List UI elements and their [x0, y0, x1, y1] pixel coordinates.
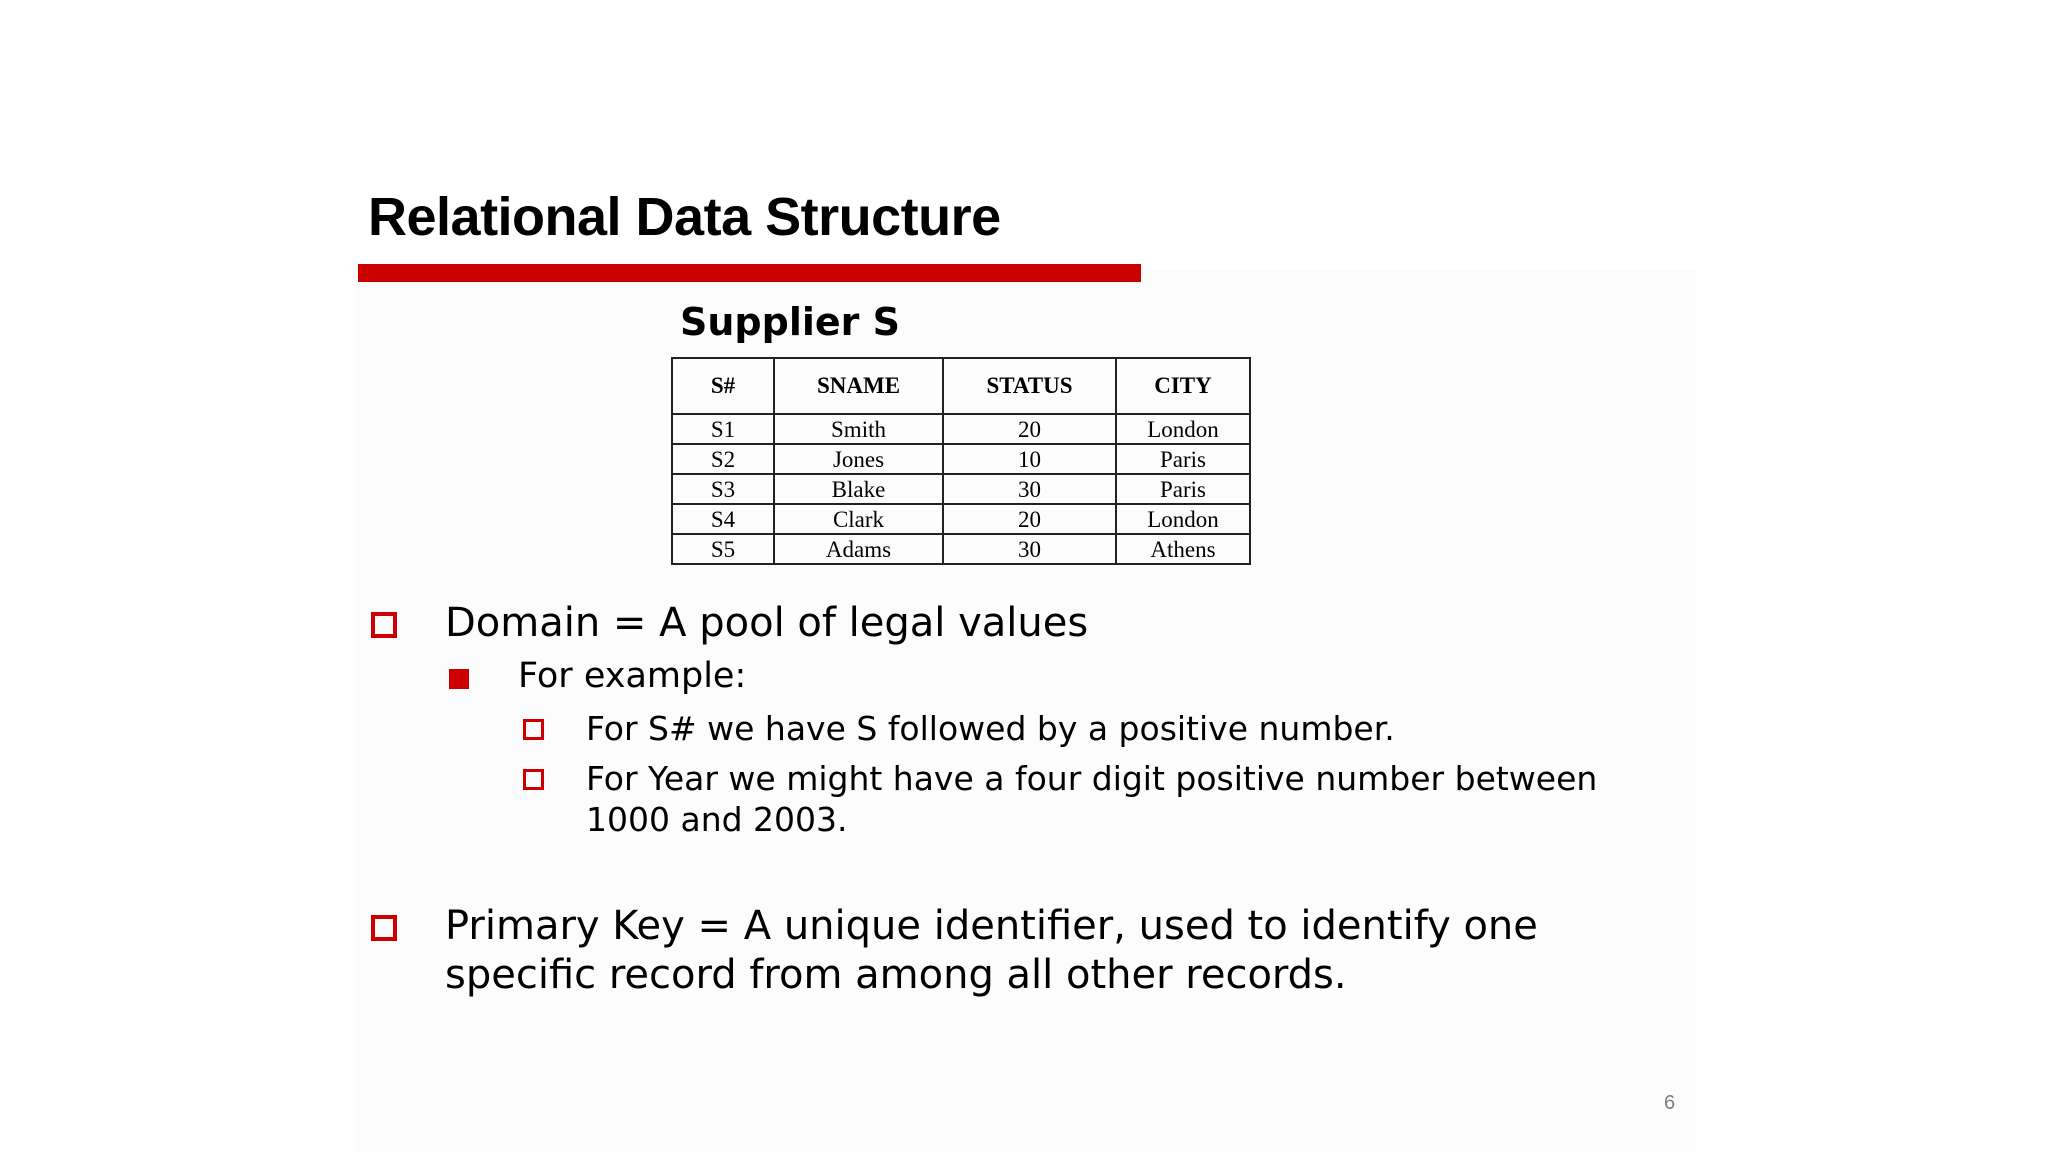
table-cell: Adams	[774, 534, 943, 564]
table-cell: S4	[672, 504, 774, 534]
column-header: CITY	[1116, 358, 1250, 414]
table-row	[672, 474, 1250, 504]
table-header-row	[672, 358, 1250, 414]
bullet-primary-key: Primary Key = A unique identifier, used to identify one	[445, 903, 1538, 949]
slide-title: Relational Data Structure	[368, 187, 1001, 247]
column-header: S#	[672, 358, 774, 414]
bullet-primary-key-continued: specific record from among all other records.	[445, 952, 1347, 998]
supplier-table	[671, 357, 1251, 565]
table-cell: 20	[943, 504, 1116, 534]
hollow-square-bullet-icon	[523, 719, 544, 740]
table-cell: London	[1116, 414, 1250, 444]
table-cell: Jones	[774, 444, 943, 474]
table-cell: London	[1116, 504, 1250, 534]
title-underline	[358, 264, 1141, 282]
bullet-domain: Domain = A pool of legal values	[445, 600, 1089, 646]
hollow-square-bullet-icon	[523, 769, 544, 790]
hollow-square-bullet-icon	[371, 612, 397, 638]
table-row	[672, 534, 1250, 564]
table-cell: S2	[672, 444, 774, 474]
page-number: 6	[1664, 1092, 1676, 1114]
bullet-year-example-continued: 1000 and 2003.	[586, 800, 848, 839]
column-header: SNAME	[774, 358, 943, 414]
bullet-for-example: For example:	[518, 656, 747, 696]
table-cell: 30	[943, 474, 1116, 504]
table-cell: Blake	[774, 474, 943, 504]
table-row	[672, 444, 1250, 474]
table-cell: Paris	[1116, 474, 1250, 504]
table-row	[672, 414, 1250, 444]
table-cell: S3	[672, 474, 774, 504]
filled-square-bullet-icon	[449, 669, 469, 689]
table-cell: Smith	[774, 414, 943, 444]
table-cell: 30	[943, 534, 1116, 564]
bullet-s-number-example: For S# we have S followed by a positive number.	[586, 709, 1395, 748]
table-cell: S1	[672, 414, 774, 444]
table-caption: Supplier S	[680, 300, 900, 344]
hollow-square-bullet-icon	[371, 915, 397, 941]
table-cell: Clark	[774, 504, 943, 534]
table-cell: S5	[672, 534, 774, 564]
table-row	[672, 504, 1250, 534]
table-cell: Paris	[1116, 444, 1250, 474]
bullet-year-example: For Year we might have a four digit positive number between	[586, 759, 1598, 798]
column-header: STATUS	[943, 358, 1116, 414]
table-cell: 20	[943, 414, 1116, 444]
table-cell: 10	[943, 444, 1116, 474]
table-cell: Athens	[1116, 534, 1250, 564]
